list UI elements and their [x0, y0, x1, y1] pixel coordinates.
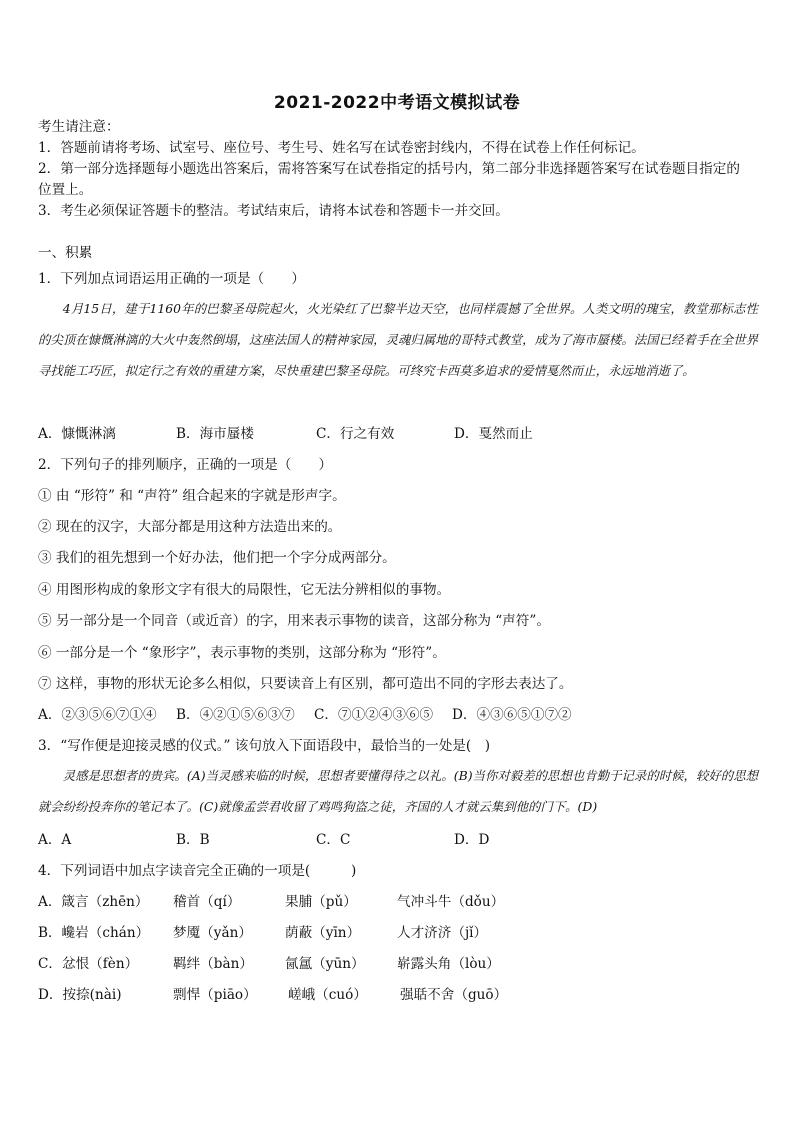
sentence-3: ③ 我们的祖先想到一个好办法，他们把一个字分成两部分。 [38, 550, 396, 566]
question-3-passage: 灵感是思想者的贵宾。(A)当灵感来临的时候，思想者要懂得待之以礼。(B)当你对毅差的思想也肯勤于记录的时候，较好的思想就会纷纷投奔你的笔记本了。(C)就像孟尝君收留了鸡鸣狗盗之徒，齐国的人才就云集到他的门下。(D) [38, 768, 758, 814]
option-a: A．②③⑤⑥⑦①④ [38, 707, 157, 723]
sentence-1: ① 由 “形符” 和 “声符” 组合起来的字就是形声字。 [38, 488, 346, 504]
word-2: 剽悍（piāo） [173, 987, 257, 1003]
notice-item-1: 1．答题前请将考场、试室号、座位号、考生号、姓名写在试卷密封线内，不得在试卷上作任何标记。 [38, 140, 645, 156]
question-2-options [38, 709, 572, 723]
sentence-6: ⑥ 一部分是一个 “象形字”，表示事物的类别，这部分称为 “形符”。 [38, 645, 446, 661]
section-heading: 一、积累 [38, 245, 93, 261]
word-2: 梦魇（yǎn） [173, 925, 252, 941]
option-c: C．行之有效 [316, 426, 395, 442]
word-1: C．忿恨（fèn） [38, 956, 139, 972]
page-title: 2021-2022中考语文模拟试卷 [273, 93, 521, 113]
word-4: 强聒不舍（guō） [400, 987, 508, 1003]
notice-item-3: 3．考生必须保证答题卡的整洁。考试结束后，请将本试卷和答题卡一并交回。 [38, 203, 509, 219]
word-4: 气冲斗牛（dǒu） [397, 894, 505, 910]
option-a: A．慷慨淋漓 [38, 426, 116, 442]
notice-item-2: 2．第一部分选择题每小题选出答案后，需将答案写在试卷指定的括号内，第二部分非选择题答案写在试卷题目指定的 [38, 161, 740, 177]
option-b: B．B [176, 832, 210, 848]
word-3: 嵯峨（cuó） [288, 987, 367, 1003]
word-2: 稽首（qí） [173, 894, 241, 910]
notice-heading: 考生请注意： [38, 119, 120, 135]
option-c: C．C [316, 832, 351, 848]
question-4-row-d [38, 989, 507, 1003]
option-d: D．④③⑥⑤①⑦② [452, 707, 572, 723]
word-4: 人才济济（jǐ） [397, 925, 488, 941]
word-2: 羁绊（bàn） [173, 956, 253, 972]
question-4-row-b [38, 927, 487, 941]
sentence-7: ⑦ 这样，事物的形状无论多么相似，只要读音上有区别，都可造出不同的字形去表达了。 [38, 676, 573, 692]
question-4-row-c [38, 958, 500, 972]
question-1-options [38, 428, 533, 442]
sentence-4: ④ 用图形构成的象形文字有很大的局限性，它无法分辨相似的事物。 [38, 582, 451, 598]
option-d: D．D [454, 832, 490, 848]
option-b: B．海市蜃楼 [176, 426, 254, 442]
option-d: D．戛然而止 [454, 426, 533, 442]
word-3: 果脯（pǔ） [285, 894, 357, 910]
question-3-stem: 3．“写作便是迎接灵感的仪式。” 该句放入下面语段中，最恰当的一处是( ) [38, 738, 491, 754]
question-2-stem: 2．下列句子的排列顺序，正确的一项是（ ） [38, 457, 333, 473]
question-1-passage: 4月15日，建于1160年的巴黎圣母院起火，火光染红了巴黎半边天空，也同样震撼了全世界。人类文明的瑰宝，教堂那标志性的尖顶在慷慨淋漓的大火中轰然倒塌，这座法国人的精神家园，灵魂归属地的哥特式教堂，成为了海市蜃楼。法国已经着手在全世界寻找能工巧匠，拟定行之有效的重建方案，尽快重建巴黎圣母院。可终究卡西莫多追求的爱情戛然而止，永远地消逝了。 [38, 301, 758, 378]
question-1-stem: 1．下列加点词语运用正确的一项是（ ） [38, 271, 305, 287]
option-c: C．⑦①②④③⑥⑤ [314, 707, 434, 723]
word-3: 氤氲（yūn） [285, 956, 365, 972]
question-4-row-a [38, 896, 504, 910]
word-4: 崭露头角（lòu） [397, 956, 500, 972]
option-a: A．A [38, 832, 72, 848]
question-3-options [38, 834, 489, 848]
option-b: B．④②①⑤⑥③⑦ [176, 707, 295, 723]
question-4-stem: 4．下列词语中加点字读音完全正确的一项是( ) [38, 863, 357, 879]
sentence-5: ⑤ 另一部分是一个同音（或近音）的字，用来表示事物的读音，这部分称为 “声符”。 [38, 613, 550, 629]
notice-item-2-cont: 位置上。 [38, 182, 93, 198]
word-1: A．箴言（zhēn） [38, 894, 149, 910]
word-1: B．巉岩（chán） [38, 925, 150, 941]
word-3: 荫蔽（yīn） [285, 925, 361, 941]
word-1: D．按捺(nài) [38, 987, 122, 1003]
sentence-2: ② 现在的汉字，大部分都是用这种方法造出来的。 [38, 519, 342, 535]
